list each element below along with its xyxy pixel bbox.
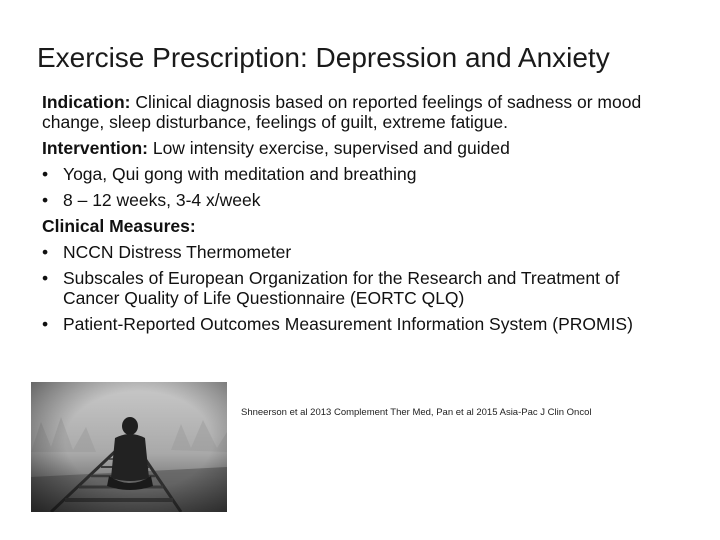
- indication-label: Indication:: [42, 92, 131, 112]
- intervention-label: Intervention:: [42, 138, 148, 158]
- intervention-bullets: [42, 164, 662, 210]
- clinical-measures-label: Clinical Measures:: [42, 216, 196, 236]
- clinical-measures-paragraph: [42, 216, 662, 236]
- bullet-item: • Patient-Reported Outcomes Measurement Information System (PROMIS): [42, 314, 662, 334]
- intervention-paragraph: [42, 138, 662, 158]
- indication-paragraph: [42, 92, 662, 132]
- clinical-measures-bullets: [42, 242, 662, 334]
- bullet-item: • Subscales of European Organization for the Research and Treatment of Cancer Quality of Life Questionnaire (EORTC QLQ): [42, 268, 662, 308]
- person-sitting-on-railway-photo: [31, 382, 227, 512]
- slide-title: Exercise Prescription: Depression and Anxiety: [37, 42, 610, 73]
- citation-text: Shneerson et al 2013 Complement Ther Med, Pan et al 2015 Asia-Pac J Clin Oncol: [241, 407, 592, 418]
- bullet-item: • NCCN Distress Thermometer: [42, 242, 662, 262]
- bullet-item: • 8 – 12 weeks, 3-4 x/week: [42, 190, 662, 210]
- bullet-item: • Yoga, Qui gong with meditation and breathing: [42, 164, 662, 184]
- intervention-text: Low intensity exercise, supervised and guided: [147, 138, 510, 158]
- slide-body: [42, 92, 662, 340]
- indication-text: Clinical diagnosis based on reported feelings of sadness or mood change, sleep disturbance, feelings of guilt, extreme fatigue.: [42, 92, 642, 132]
